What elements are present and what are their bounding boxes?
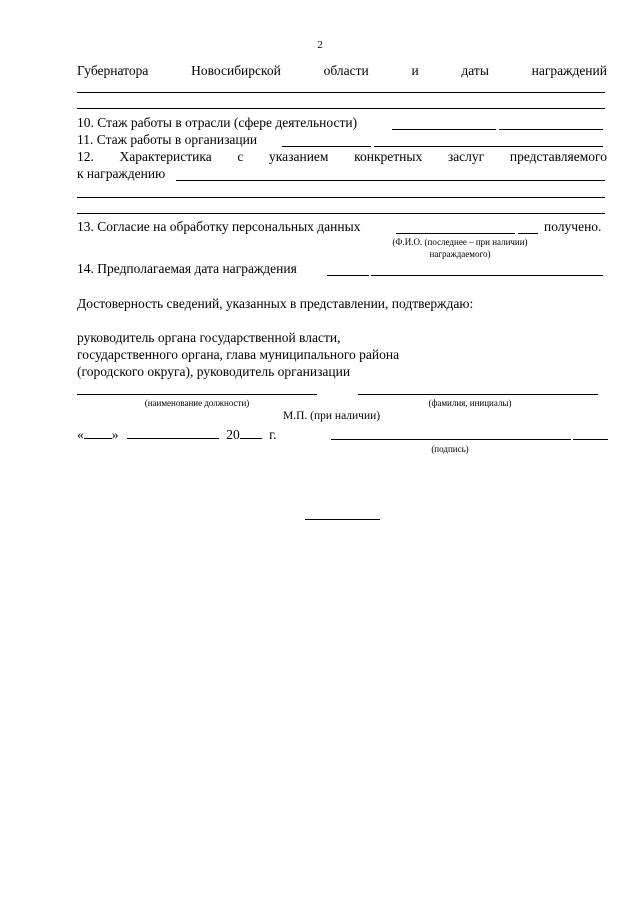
item-13-label: 13. Согласие на обработку персональных данных [77, 219, 361, 234]
head-line-3: (городского округа), руководитель организации [77, 364, 351, 379]
word: 12. [77, 149, 94, 164]
quote-close: » [111, 427, 119, 442]
item-10-field[interactable] [392, 129, 496, 130]
word: даты [461, 63, 489, 78]
item-12-line [77, 149, 607, 165]
item-10-label: 10. Стаж работы в отрасли (сфере деятельности) [77, 115, 358, 130]
signature-field[interactable] [573, 439, 608, 440]
year-prefix: 20 [226, 427, 240, 442]
name-field[interactable] [358, 394, 598, 395]
signature-field[interactable] [331, 439, 571, 440]
item-11-label: 11. Стаж работы в организации [77, 132, 258, 147]
word: и [411, 63, 419, 78]
word: Характеристика [119, 149, 212, 164]
word: указанием [269, 149, 329, 164]
word: заслуг [447, 149, 485, 164]
word: представляемого [509, 149, 607, 164]
item-13-hint: награждаемого) [429, 249, 491, 259]
item-12-field[interactable] [77, 197, 605, 198]
year-field[interactable] [240, 426, 262, 439]
item-14-field[interactable] [327, 275, 369, 276]
item-13-name-field[interactable] [518, 233, 538, 234]
word: награждений [531, 63, 607, 78]
position-field[interactable] [77, 394, 317, 395]
quote-open: « [77, 427, 84, 442]
item-13-hint: (Ф.И.О. (последнее – при наличии) [392, 237, 528, 247]
year-suffix: г. [269, 427, 277, 442]
name-hint: (фамилия, инициалы) [428, 398, 512, 408]
item-12-field[interactable] [176, 180, 605, 181]
word: Губернатора [77, 63, 149, 78]
word: с [237, 149, 244, 164]
head-line-2: государственного органа, глава муниципального района [77, 347, 400, 362]
item-13-name-field[interactable] [396, 233, 515, 234]
day-field[interactable] [84, 426, 112, 439]
item-10-field[interactable] [499, 129, 603, 130]
governor-awards-line [77, 63, 607, 79]
word: области [323, 63, 369, 78]
date-line [77, 426, 277, 443]
item-14-field[interactable] [371, 275, 603, 276]
month-field[interactable] [127, 426, 219, 439]
item-12-line-2: к награждению [77, 166, 166, 181]
fill-line[interactable] [77, 108, 605, 109]
head-line-1: руководитель органа государственной власти, [77, 330, 341, 345]
signature-hint: (подпись) [431, 444, 469, 454]
page-number: 2 [317, 39, 323, 51]
item-14-label: 14. Предполагаемая дата награждения [77, 261, 297, 276]
item-11-field[interactable] [282, 146, 371, 147]
fill-line[interactable] [77, 92, 605, 93]
stamp-label: М.П. (при наличии) [283, 410, 381, 422]
item-13-tail: получено. [544, 219, 602, 234]
word: Новосибирской [191, 63, 281, 78]
item-11-field[interactable] [374, 146, 603, 147]
confirmation-text: Достоверность сведений, указанных в представлении, подтверждаю: [77, 296, 474, 311]
closing-separator [305, 519, 380, 520]
word: конкретных [354, 149, 423, 164]
item-12-field[interactable] [77, 213, 605, 214]
position-hint: (наименование должности) [144, 398, 250, 408]
